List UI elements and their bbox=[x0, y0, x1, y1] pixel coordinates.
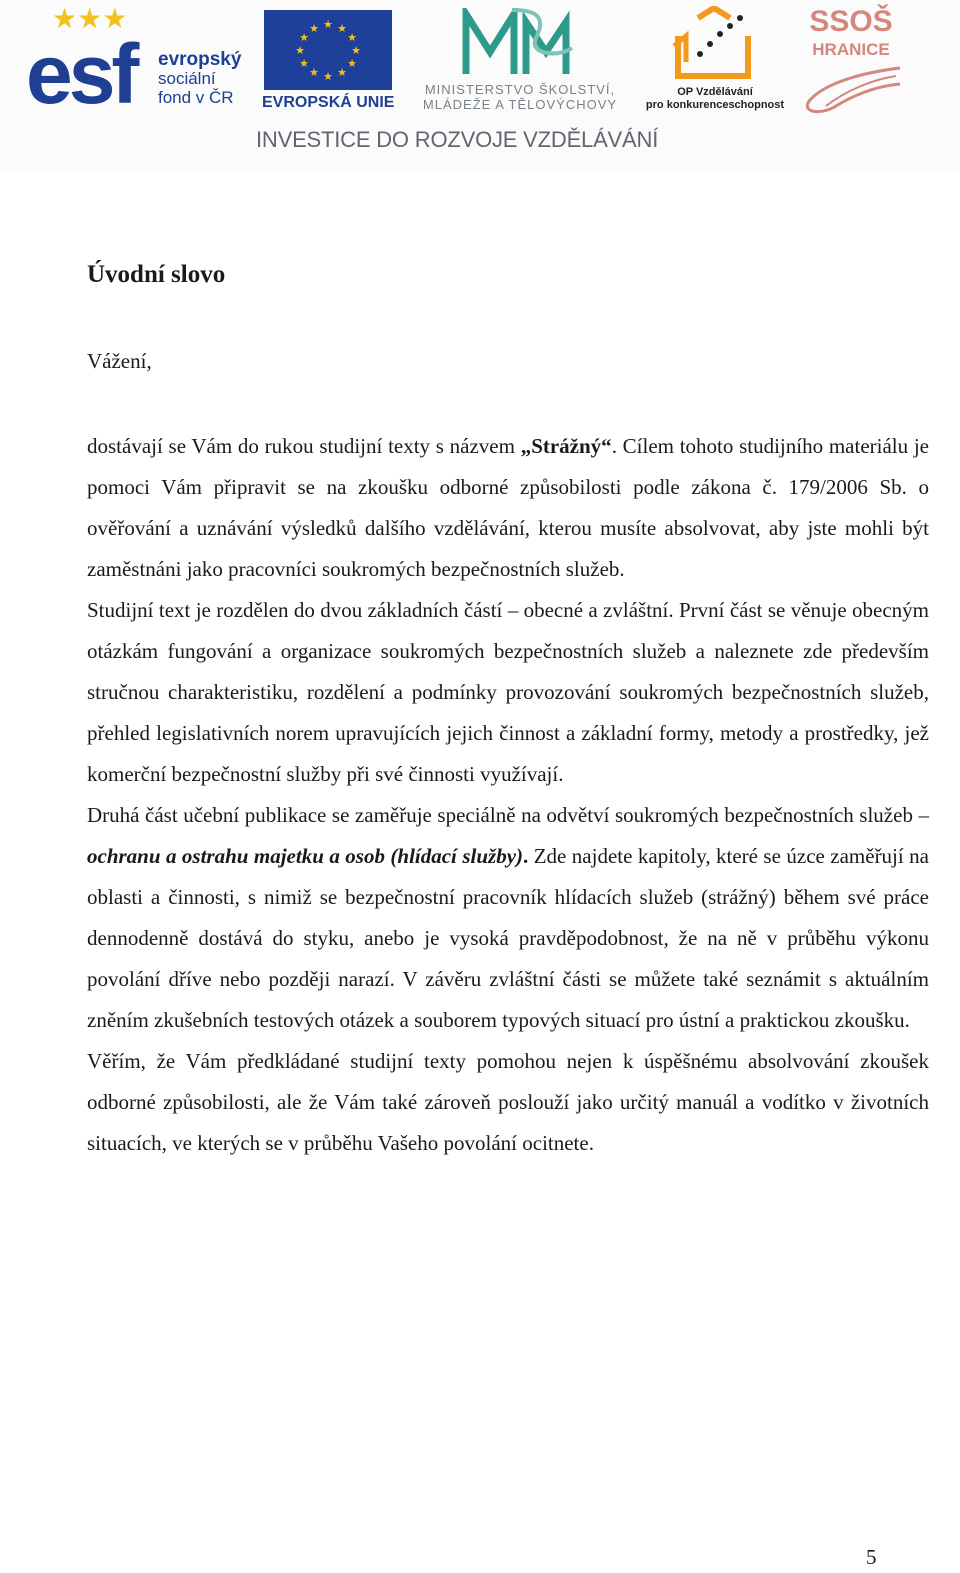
svg-text:★: ★ bbox=[337, 66, 347, 79]
paragraph-3 bbox=[87, 795, 929, 1041]
investment-tagline: INVESTICE DO ROZVOJE VZDĚLÁVÁNÍ bbox=[256, 127, 659, 152]
esf-logo bbox=[26, 2, 256, 121]
svg-text:★: ★ bbox=[347, 31, 357, 44]
msmt-logo-text bbox=[404, 82, 636, 112]
op-line-1: OP Vzdělávání bbox=[677, 86, 753, 98]
document-body bbox=[87, 426, 929, 1164]
ssos-logo-city: HRANICE bbox=[812, 40, 890, 59]
page-number: 5 bbox=[866, 1545, 877, 1569]
p3-dot: . bbox=[523, 844, 529, 868]
p3-text-end: Zde najdete kapitoly, které se úzce zaměřují na oblasti a činnosti, s nimiž se bezpečnostní pracovník hlídacích služeb (strážný) během své práce dennodenně dostává do styku, anebo je vysoká pravděpodobnost, že na ně v průběhu výkonu povolání dříve nebo později narazí. V závěru zvláštní části se můžete také seznámit s aktuálním zněním zkušebních testových otázek a souborem typových situací pro ústní a praktickou zkoušku. bbox=[87, 844, 929, 1032]
svg-text:★: ★ bbox=[351, 44, 361, 57]
svg-text:★: ★ bbox=[323, 70, 333, 83]
eu-logo-label: EVROPSKÁ UNIE bbox=[262, 94, 395, 111]
logo-banner bbox=[0, 0, 960, 172]
svg-text:★: ★ bbox=[337, 22, 347, 35]
esf-line-1: evropský bbox=[158, 49, 242, 70]
esf-line-2: sociální bbox=[158, 69, 216, 88]
esf-line-3: fond v ČR bbox=[158, 88, 234, 107]
op-logo bbox=[640, 6, 790, 118]
p3-emphasis: ochranu a ostrahu majetku a osob (hlídací služby) bbox=[87, 844, 524, 868]
page-heading: Úvodní slovo bbox=[87, 261, 226, 288]
op-logo-text bbox=[640, 86, 790, 112]
msmt-line-1: MINISTERSTVO ŠKOLSTVÍ, bbox=[424, 82, 616, 97]
svg-text:★: ★ bbox=[299, 31, 309, 44]
svg-text:★: ★ bbox=[299, 57, 309, 70]
greeting: Vážení, bbox=[87, 349, 152, 373]
ssos-logo bbox=[796, 6, 906, 118]
svg-text:★: ★ bbox=[309, 22, 319, 35]
ssos-logo-name: SSOŠ bbox=[809, 5, 893, 38]
ssos-swirl-icon bbox=[796, 62, 906, 118]
p1-text-start: dostávají se Vám do rukou studijní texty s názvem bbox=[87, 434, 521, 458]
msmt-emblem-icon bbox=[462, 8, 578, 78]
p1-title: „Strážný“ bbox=[520, 434, 612, 458]
svg-text:★: ★ bbox=[309, 66, 319, 79]
msmt-line-2: MLÁDEŽE A TĚLOVÝCHOVY bbox=[422, 97, 618, 112]
esf-logo-letters: esf bbox=[26, 27, 136, 121]
eu-flag-icon bbox=[264, 10, 392, 90]
paragraph-4: Věřím, že Vám předkládané studijní texty pomohou nejen k úspěšnému absolvování zkoušek odborné způsobilosti, ale že Vám také zároveň poslouží jako určitý manuál a vodítko v životních situacích, ve kterých se v průběhu Vašeho povolání ocitnete. bbox=[87, 1049, 929, 1155]
op-line-2: pro konkurenceschopnost bbox=[645, 99, 785, 111]
esf-stars-icon: ★★★ bbox=[52, 2, 128, 35]
eu-logo bbox=[262, 10, 398, 114]
paragraph-2: Studijní text je rozdělen do dvou základních částí – obecné a zvláštní. První část se věnuje obecným otázkám fungování a organizace soukromých bezpečnostních služeb a naleznete zde především stručnou charakteristiku, rozdělení a podmínky provozování soukromých bezpečnostních služeb, přehled legislativních norem upravujících jejich činnost a základní formy, metody a prostředky, jež komerční bezpečnostní služby při své činnosti využívají. bbox=[87, 598, 929, 786]
op-emblem-icon bbox=[670, 6, 760, 82]
svg-text:★: ★ bbox=[347, 57, 357, 70]
esf-logo-text bbox=[158, 50, 241, 107]
msmt-logo bbox=[404, 8, 636, 118]
paragraph-1 bbox=[87, 426, 929, 590]
p1-text-end: . Cílem tohoto studijního materiálu je pomoci Vám připravit se na zkoušku odborné způsobilosti podle zákona č. 179/2006 Sb. o ověřování a uznávání výsledků dalšího vzdělávání, kterou musíte absolvovat, aby jste mohli být zaměstnáni jako pracovníci soukromých bezpečnostních služeb. bbox=[87, 434, 929, 581]
p3-text-start: Druhá část učební publikace se zaměřuje speciálně na odvětví soukromých bezpečnostních služeb – bbox=[87, 803, 929, 827]
svg-text:★: ★ bbox=[295, 44, 305, 57]
svg-text:★: ★ bbox=[323, 18, 333, 31]
